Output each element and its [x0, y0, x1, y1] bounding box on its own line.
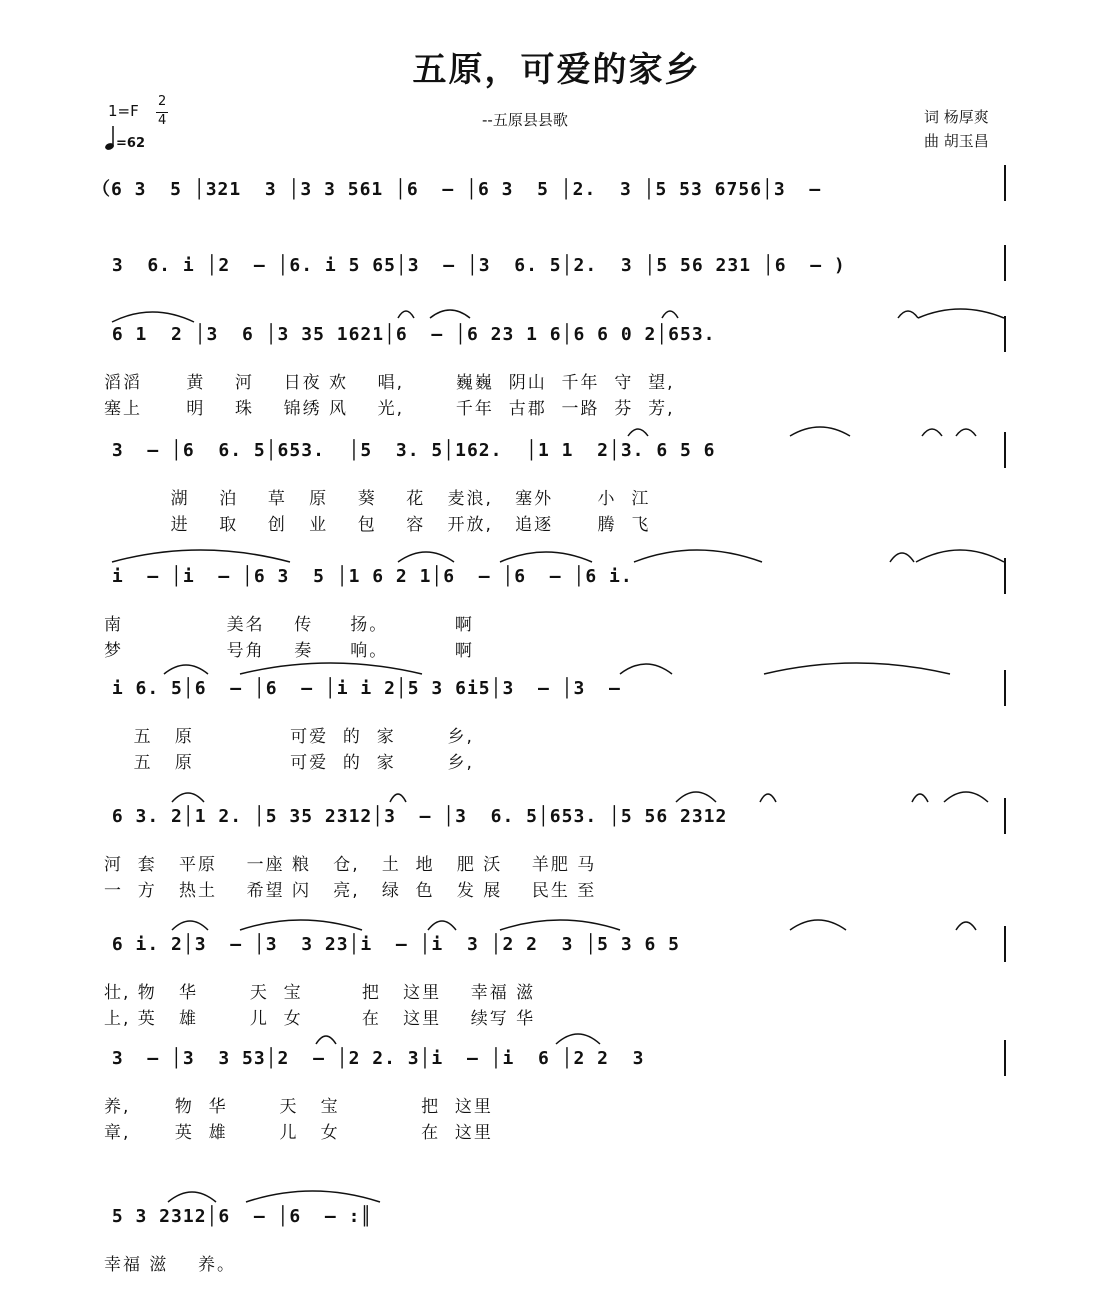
lyric-verse-2: 章, 英 雄 儿 女 在 这里 [104, 1123, 493, 1143]
barline [1004, 926, 1006, 962]
page-title: 五原，可爱的家乡 [412, 50, 701, 90]
barline [1004, 798, 1006, 834]
lyric-verse-2: 塞上 明 珠 锦绣 风 光, 千年 古郡 一路 芬 芳, [104, 399, 675, 419]
lyric-verse-1: 五 原 可爱 的 家 乡, [104, 727, 474, 747]
score-system [0, 780, 1113, 900]
lyricist-credit: 词 杨厚爽 [924, 108, 989, 126]
notation-line: 3 – │3 3 53│2 – │2 2. 3│i – │i 6 │2 2 3 [100, 1048, 645, 1069]
time-signature-denominator: 4 [158, 113, 167, 128]
lyric-verse-2: 五 原 可爱 的 家 乡, [104, 753, 474, 773]
notation-line: 5 3 2312│6 – │6 – :║ [100, 1206, 373, 1227]
notation-line: i 6. 5│6 – │6 – │i i 2│5 3 6i5│3 – │3 – [100, 678, 621, 699]
lyric-verse-2: 进 取 创 业 包 容 开放, 追逐 腾 飞 [104, 515, 651, 535]
lyric-verse-1: 养, 物 华 天 宝 把 这里 [104, 1097, 493, 1117]
notation-line: 3 – │6 6. 5│653. │5 3. 5│162. │1 1 2│3. 6 5 6 [100, 440, 716, 461]
score-system [0, 165, 1113, 215]
lyric-verse-1: 南 美名 传 扬。 啊 [104, 615, 474, 635]
score-system [0, 300, 1113, 420]
lyric-verse-1: 河 套 平原 一座 粮 仓, 土 地 肥 沃 羊肥 马 [104, 855, 597, 875]
lyric-verse-2: 一 方 热土 希望 闪 亮, 绿 色 发 展 民生 至 [104, 881, 597, 901]
notation-line: 6 i. 2│3 – │3 3 23│i – │i 3 │2 2 3 │5 3 6 5 [100, 934, 681, 955]
score-system [0, 652, 1113, 772]
barline [1004, 1040, 1006, 1076]
score-system [0, 1022, 1113, 1142]
notation-line: 6 3. 2│1 2. │5 35 2312│3 – │3 6. 5│653. │5 56 2312 [100, 806, 728, 827]
notation-line: （6 3 5 │321 3 │3 3 561 │6 – │6 3 5 │2. 3 │5 53 6756│3 – [92, 179, 822, 200]
key-signature: 1=F [108, 102, 139, 120]
tempo-marking: =62 [116, 136, 145, 151]
lyric-verse-2: 梦 号角 奏 响。 啊 [104, 641, 474, 661]
lyric-verse-1: 滔滔 黄 河 日夜 欢 唱, 巍巍 阴山 千年 守 望, [104, 373, 675, 393]
barline [1004, 245, 1006, 281]
composer-credit: 曲 胡玉昌 [924, 132, 989, 150]
lyric-verse-1: 壮, 物 华 天 宝 把 这里 幸福 滋 [104, 983, 536, 1003]
subtitle: --五原县县歌 [482, 111, 568, 129]
barline [1004, 558, 1006, 594]
lyric-verse-2: 上, 英 雄 儿 女 在 这里 续写 华 [104, 1009, 536, 1029]
barline [1004, 670, 1006, 706]
score-system [0, 540, 1113, 660]
barline [1004, 316, 1006, 352]
notation-line: 6 1 2 │3 6 │3 35 1621│6 – │6 23 1 6│6 6 0 2│653. [100, 324, 716, 345]
lyric-verse-1: 湖 泊 草 原 葵 花 麦浪, 塞外 小 江 [104, 489, 651, 509]
lyric-verse-1: 幸福 滋 养。 [104, 1255, 237, 1275]
score-system [0, 245, 1113, 295]
barline [1004, 165, 1006, 201]
time-signature-numerator: 2 [158, 94, 167, 109]
notation-line: 3 6. i │2 – │6. i 5 65│3 – │3 6. 5│2. 3 │5 56 231 │6 – ) [100, 255, 846, 276]
notation-line: i – │i – │6 3 5 │1 6 2 1│6 – │6 – │6 i. [100, 566, 633, 587]
barline [1004, 432, 1006, 468]
score-system [0, 1180, 1113, 1280]
score-system [0, 418, 1113, 538]
score-system [0, 908, 1113, 1028]
